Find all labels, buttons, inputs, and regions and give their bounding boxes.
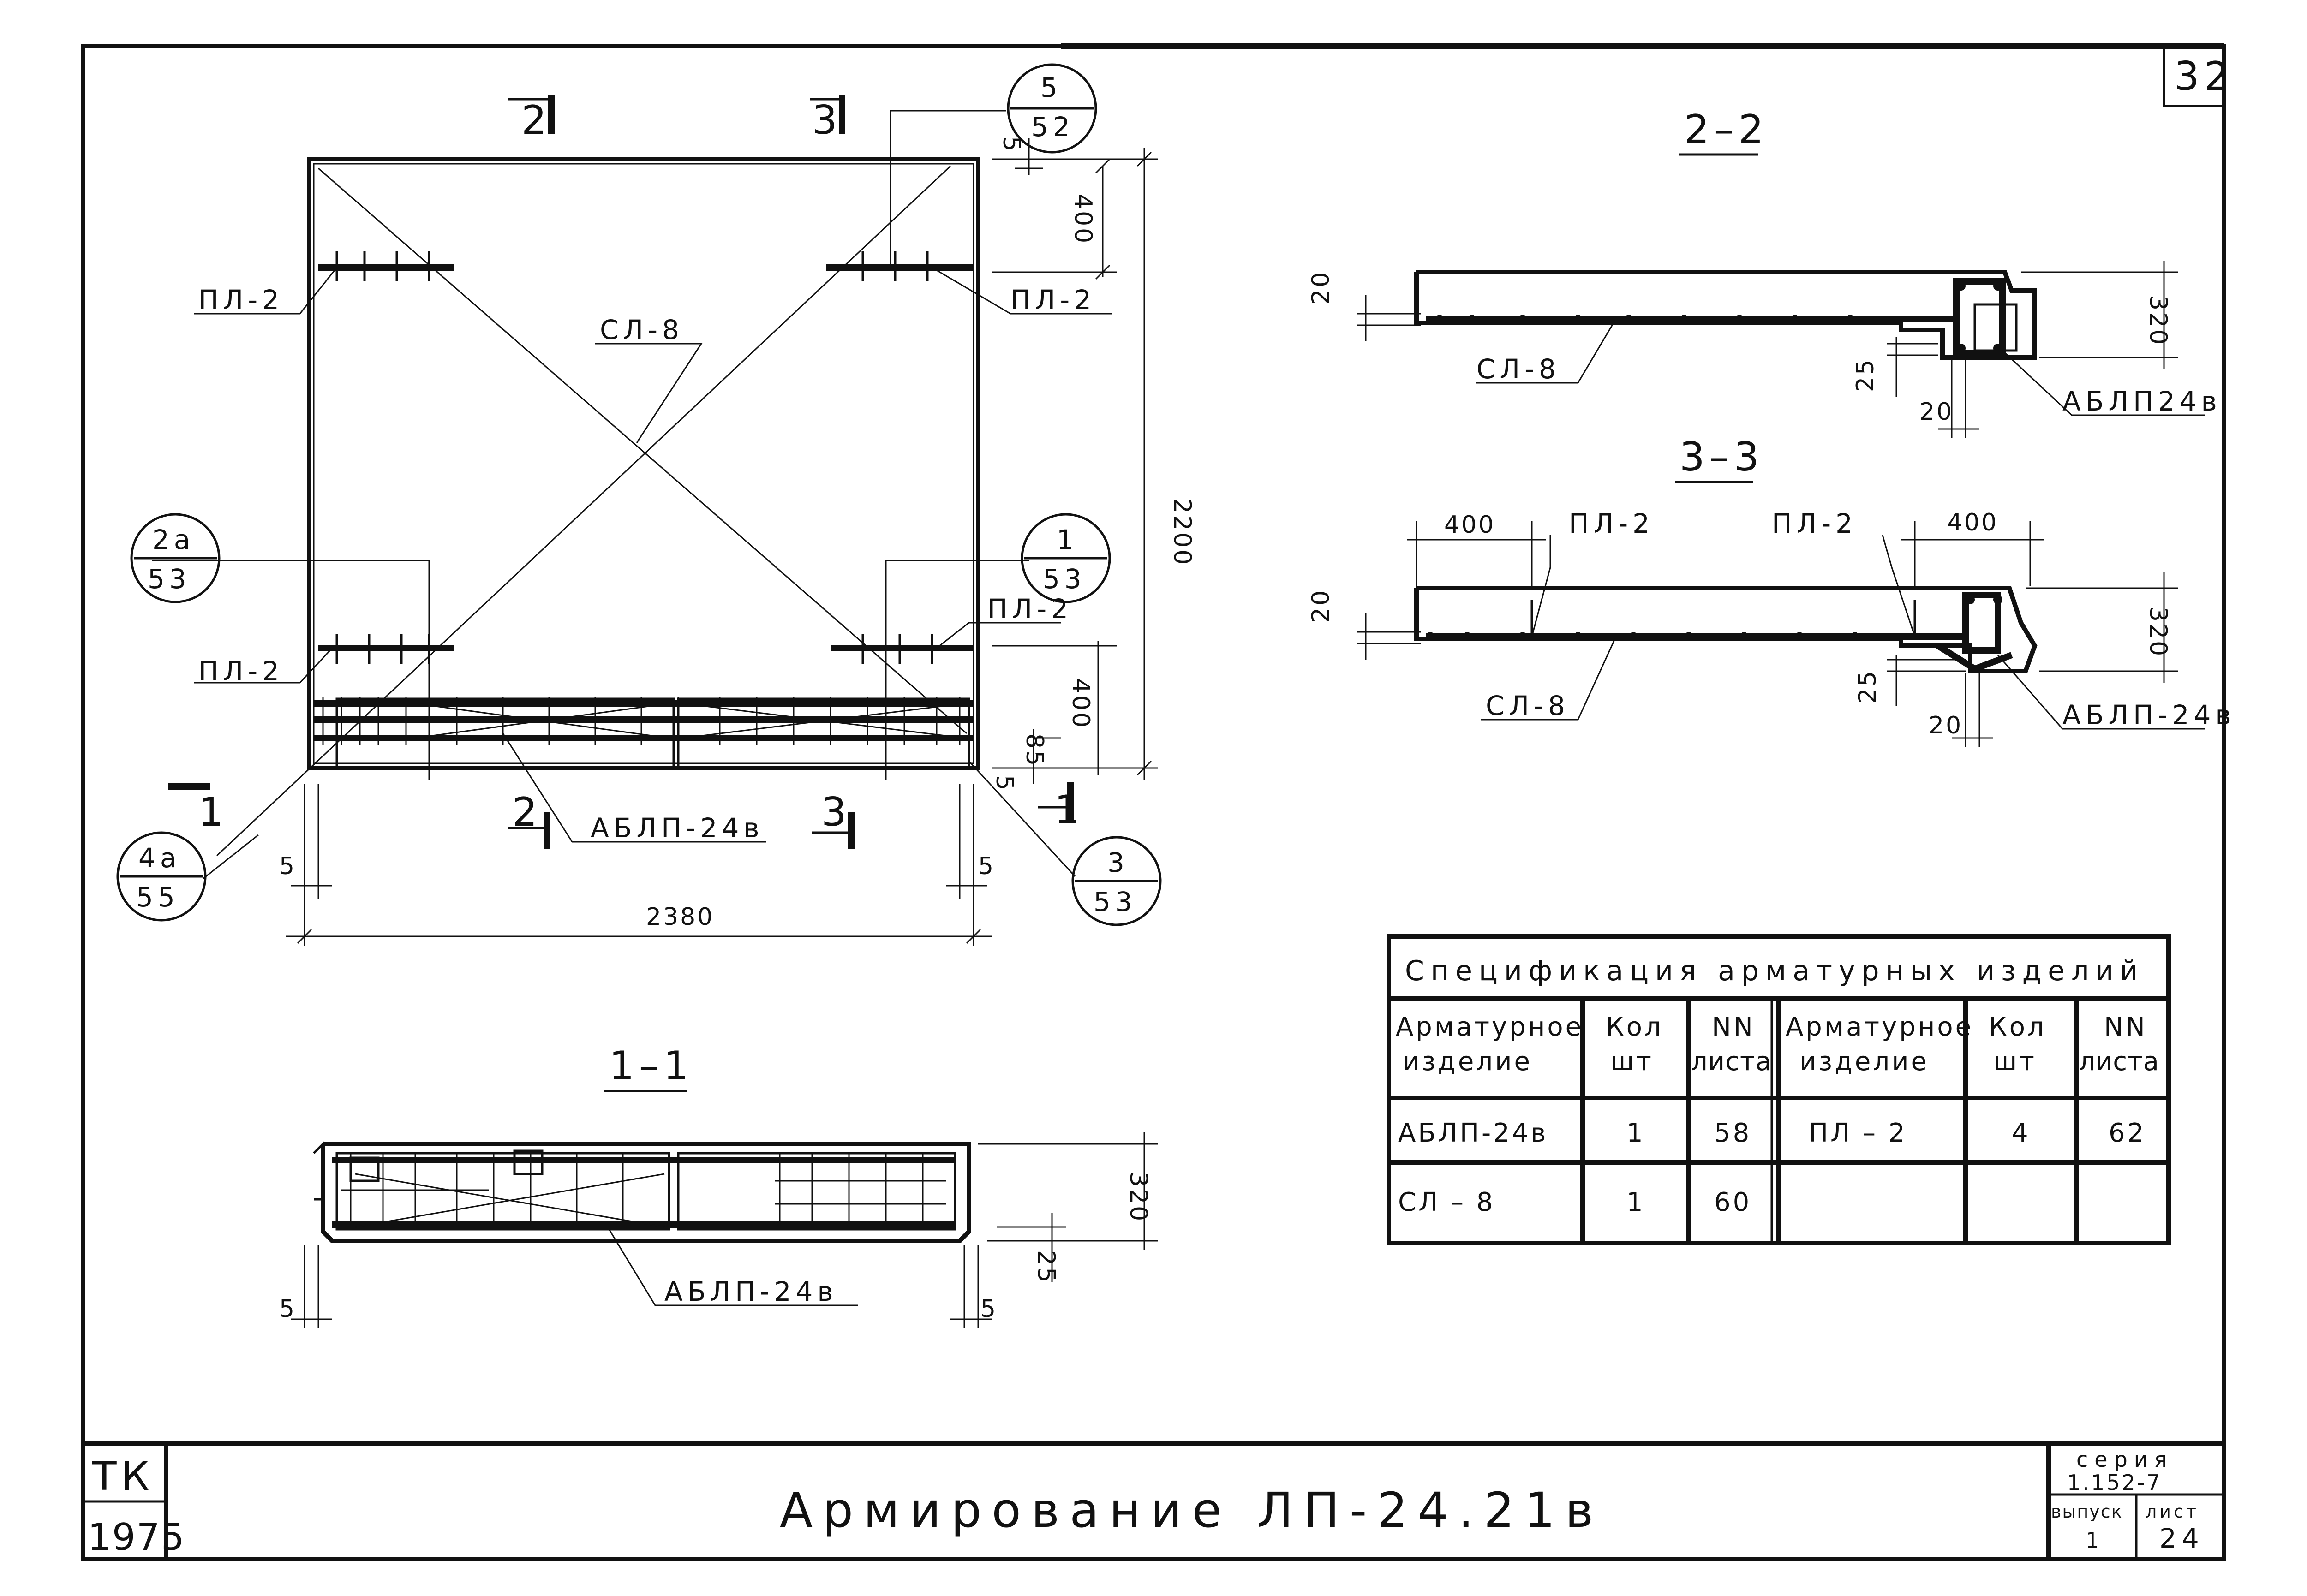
stamp-top: ТК [92, 1453, 154, 1500]
callout-1-53 [1022, 514, 1110, 602]
callout-2a-53 [131, 514, 219, 602]
section-2-2-dim-320: 320 [2144, 295, 2172, 347]
section-2-2-title: 2–2 [1684, 107, 1769, 153]
dim-top-400: 400 [1069, 194, 1097, 245]
svg-text:1: 1 [1057, 524, 1078, 555]
section-2-2-label-sl8: СЛ-8 [1476, 353, 1560, 385]
svg-text:изделие: изделие [1403, 1047, 1532, 1077]
section-1-1-dim-25: 25 [1032, 1250, 1060, 1285]
plan-label-pl2-a: ПЛ-2 [198, 284, 284, 316]
dim-side-5: 5 [991, 775, 1018, 792]
svg-text:4: 4 [2012, 1118, 2031, 1148]
section-mark-2-bottom: 2 [512, 789, 542, 835]
section-1-1-label: АБЛП-24в [664, 1276, 838, 1307]
svg-text:4а: 4а [138, 842, 181, 874]
section-mark-3-bottom: 3 [821, 789, 851, 835]
svg-text:53: 53 [1094, 886, 1137, 917]
svg-text:58: 58 [1714, 1118, 1752, 1148]
svg-text:шт: шт [1993, 1047, 2037, 1077]
plan-outline [309, 159, 978, 768]
section-3-3-dim-25: 25 [1854, 669, 1882, 703]
svg-text:53: 53 [148, 563, 191, 595]
section-3-3-label-pl2-b: ПЛ-2 [1772, 508, 1858, 539]
dim-width-2380: 2380 [646, 903, 715, 931]
svg-text:ПЛ – 2: ПЛ – 2 [1809, 1118, 1907, 1148]
section-2-2-dim-25: 25 [1852, 357, 1879, 392]
svg-text:5: 5 [1040, 72, 1062, 103]
svg-text:листа: листа [1691, 1047, 1772, 1077]
svg-text:3: 3 [1107, 847, 1129, 878]
spec-header-sheet-1: NN [1712, 1012, 1755, 1042]
dim-right-5: 5 [978, 852, 996, 880]
spec-header-item-1: Арматурное [1396, 1012, 1584, 1042]
svg-text:60: 60 [1714, 1187, 1752, 1217]
section-3-3-title: 3–3 [1679, 434, 1764, 480]
series-value: 1.152-7 [2067, 1470, 2162, 1495]
svg-text:2а: 2а [152, 524, 195, 555]
svg-text:шт: шт [1610, 1047, 1654, 1077]
svg-text:СЛ – 8: СЛ – 8 [1398, 1187, 1495, 1217]
plan-label-ablp: АБЛП-24в [591, 812, 764, 844]
spec-header-item-2: Арматурное [1786, 1012, 1974, 1042]
dim-height-2200: 2200 [1168, 498, 1196, 567]
svg-text:изделие: изделие [1799, 1047, 1929, 1077]
section-mark-1-right: 1 [1054, 787, 1084, 833]
section-1-1-title: 1–1 [609, 1043, 693, 1089]
section-3-3-label-ablp: АБЛП-24в [2062, 699, 2236, 731]
spec-table-title: Спецификация арматурных изделий [1405, 955, 2145, 987]
svg-text:1: 1 [1626, 1187, 1645, 1217]
section-1-1 [279, 1043, 1158, 1328]
plan-label-pl2-b: ПЛ-2 [1010, 284, 1096, 316]
section-3-3-dim-320: 320 [2144, 607, 2172, 658]
stamp-bottom: 1975 [88, 1516, 185, 1559]
section-3-3-dim-400-left: 400 [1444, 511, 1496, 539]
section-mark-2-top: 2 [521, 97, 551, 143]
plan-label-sl8: СЛ-8 [600, 314, 684, 345]
spec-table [1389, 936, 2169, 1243]
plan-label-pl2-d: ПЛ-2 [987, 593, 1073, 625]
spec-header-qty-1: Кол [1606, 1012, 1663, 1042]
dim-left-5: 5 [279, 852, 297, 880]
section-2-2-dim-20-left: 20 [1307, 270, 1335, 304]
plan-view [118, 65, 1196, 946]
section-1-1-dim-5-right: 5 [980, 1295, 998, 1323]
svg-text:62: 62 [2109, 1118, 2146, 1148]
svg-text:листа: листа [2079, 1047, 2159, 1077]
spec-header-sheet-2: NN [2104, 1012, 2147, 1042]
dim-85: 85 [1021, 733, 1048, 768]
spec-row [1398, 1187, 1751, 1217]
sheet-value: 24 [2159, 1523, 2205, 1554]
svg-text:53: 53 [1043, 563, 1086, 595]
section-3-3-dim-400-right: 400 [1947, 509, 1999, 536]
section-1-1-dim-320: 320 [1124, 1172, 1152, 1223]
section-3-3 [1307, 434, 2236, 747]
plan-label-pl2-c: ПЛ-2 [198, 655, 284, 687]
section-3-3-label-pl2-a: ПЛ-2 [1569, 508, 1655, 539]
sheet-title: Армирование ЛП-24.21в [780, 1482, 1604, 1538]
section-2-2-label-ablp: АБЛП24в [2062, 386, 2222, 417]
issue-value: 1 [2086, 1528, 2101, 1553]
section-mark-1-left: 1 [198, 789, 228, 835]
section-3-3-dim-20-bottom: 20 [1929, 712, 1963, 739]
issue-label: выпуск [2051, 1501, 2123, 1522]
section-2-2 [1307, 107, 2222, 438]
section-2-2-dim-20-bottom: 20 [1919, 398, 1954, 426]
section-3-3-dim-20-left: 20 [1307, 588, 1335, 623]
section-1-1-dim-5-left: 5 [279, 1295, 297, 1323]
dim-bottom-400: 400 [1067, 678, 1094, 730]
dim-top-5: 5 [998, 136, 1025, 154]
series-label: серия [2076, 1447, 2174, 1472]
svg-text:1: 1 [1626, 1118, 1645, 1148]
corner-number: 32 [2174, 54, 2234, 100]
svg-text:52: 52 [1031, 111, 1075, 143]
section-3-3-label-sl8: СЛ-8 [1486, 690, 1570, 721]
svg-text:55: 55 [136, 881, 179, 913]
svg-text:АБЛП-24в: АБЛП-24в [1398, 1118, 1548, 1148]
callout-3-53 [1073, 837, 1160, 925]
spec-header-qty-2: Кол [1989, 1012, 2046, 1042]
section-mark-3-top: 3 [812, 97, 842, 143]
sheet-label: лист [2146, 1501, 2199, 1522]
callout-4a-55 [118, 833, 205, 920]
